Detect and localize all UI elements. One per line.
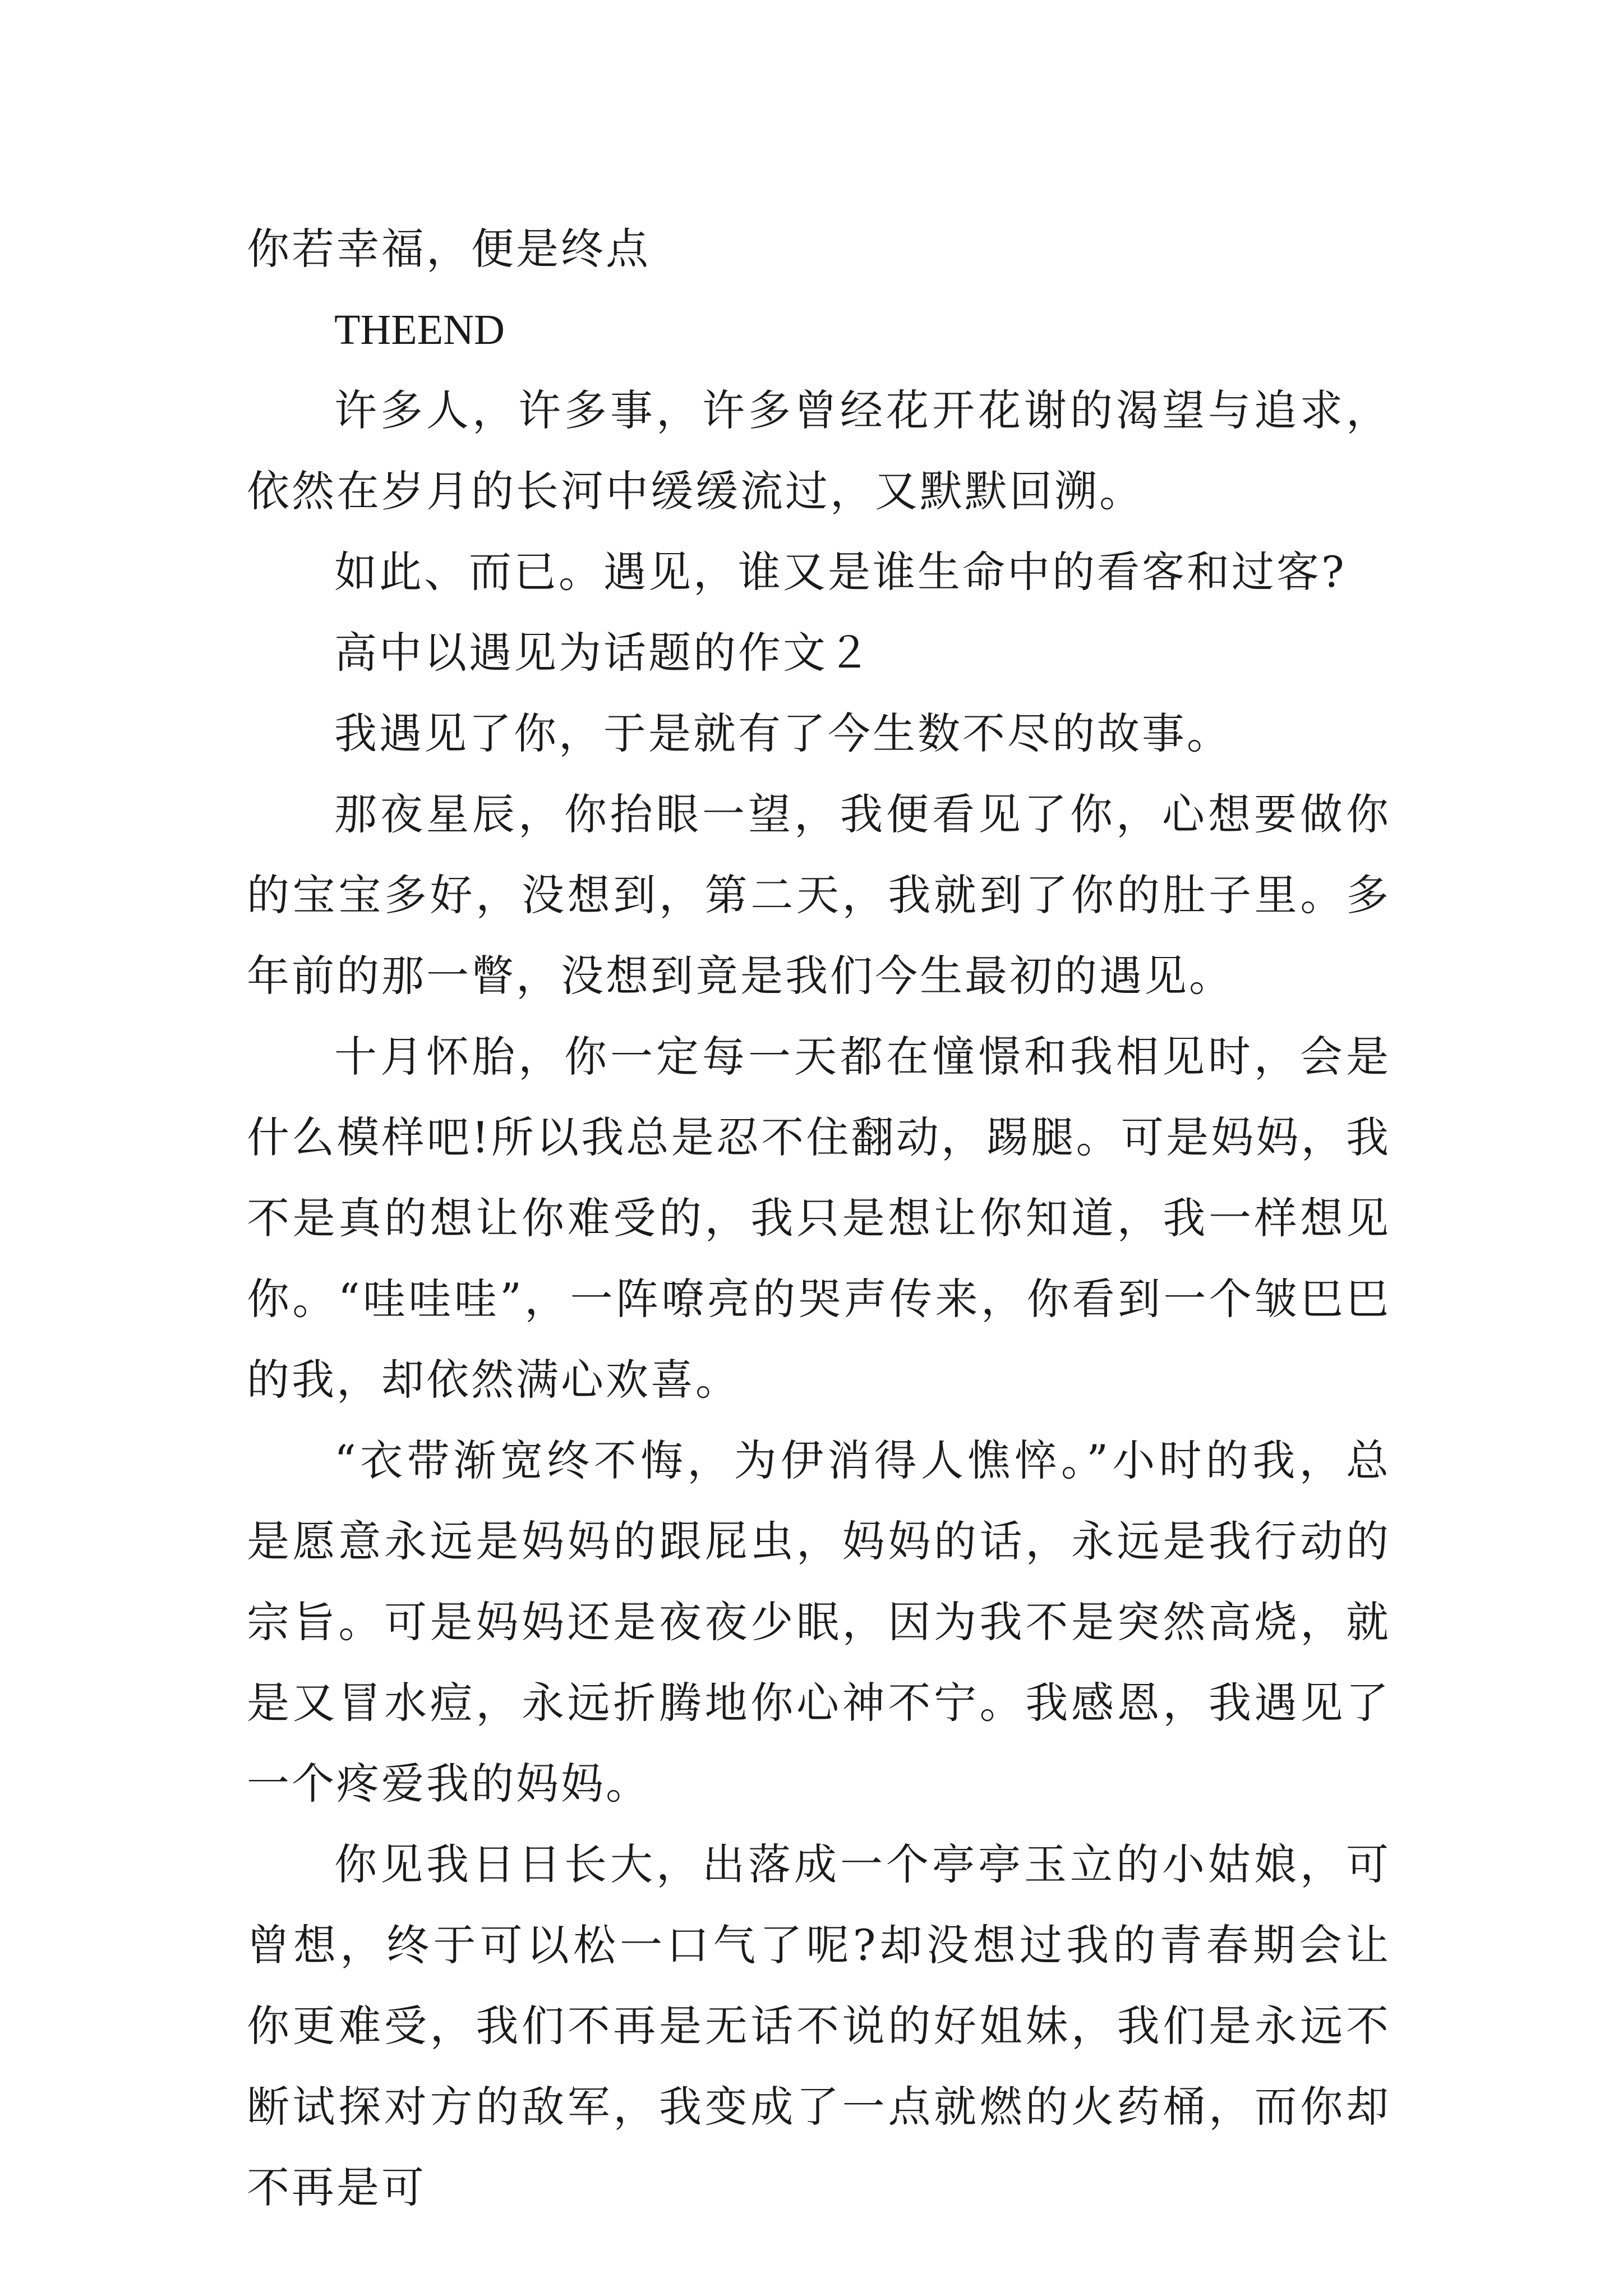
paragraph-6: 我遇见了你，于是就有了今生数不尽的故事。	[334, 708, 1232, 758]
paragraph-the-end: THEEND	[334, 306, 505, 353]
paragraph-7: 那夜星辰，你抬眼一望，我便看见了你，心想要做你的宝宝多好，没想到，第二天，我就到了你的肚子里。多年前的那一瞥，没想到竟是我们今生最初的遇见。	[247, 789, 1391, 1001]
paragraph-9: “衣带渐宽终不悔，为伊消得人憔悴。”小时的我，总是愿意永远是妈妈的跟屁虫，妈妈的话，永远是我行动的宗旨。可是妈妈还是夜夜少眠，因为我不是突然高烧，就是又冒水痘，永远折腾地你心神不宁。我感恩，我遇见了一个疼爱我的妈妈。	[247, 1435, 1391, 1809]
paragraph-10: 你见我日日长大，出落成一个亭亭玉立的小姑娘，可曾想，终于可以松一口气了呢?却没想过我的青春期会让你更难受，我们不再是无话不说的好姐妹，我们是永远不断试探对方的敌军，我变成了一点就燃的火药桶，而你却不再是可	[247, 1839, 1391, 2212]
essay-body	[247, 209, 1391, 2228]
paragraph-3: 许多人，许多事，许多曾经花开花谢的渴望与追求，依然在岁月的长河中缓缓流过，又默默回溯。	[247, 385, 1391, 516]
essay-heading-2: 高中以遇见为话题的作文２	[334, 628, 873, 678]
paragraph-8: 十月怀胎，你一定每一天都在憧憬和我相见时，会是什么模样吧!所以我总是忍不住翻动，踢腿。可是妈妈，我不是真的想让你难受的，我只是想让你知道，我一样想见你。“哇哇哇”，一阵嘹亮的哭声传来，你看到一个皱巴巴的我，却依然满心欢喜。	[247, 1032, 1391, 1405]
paragraph-1: 你若幸福，便是终点	[247, 224, 651, 274]
paragraph-4: 如此、而已。遇见，谁又是谁生命中的看客和过客?	[334, 547, 1347, 597]
